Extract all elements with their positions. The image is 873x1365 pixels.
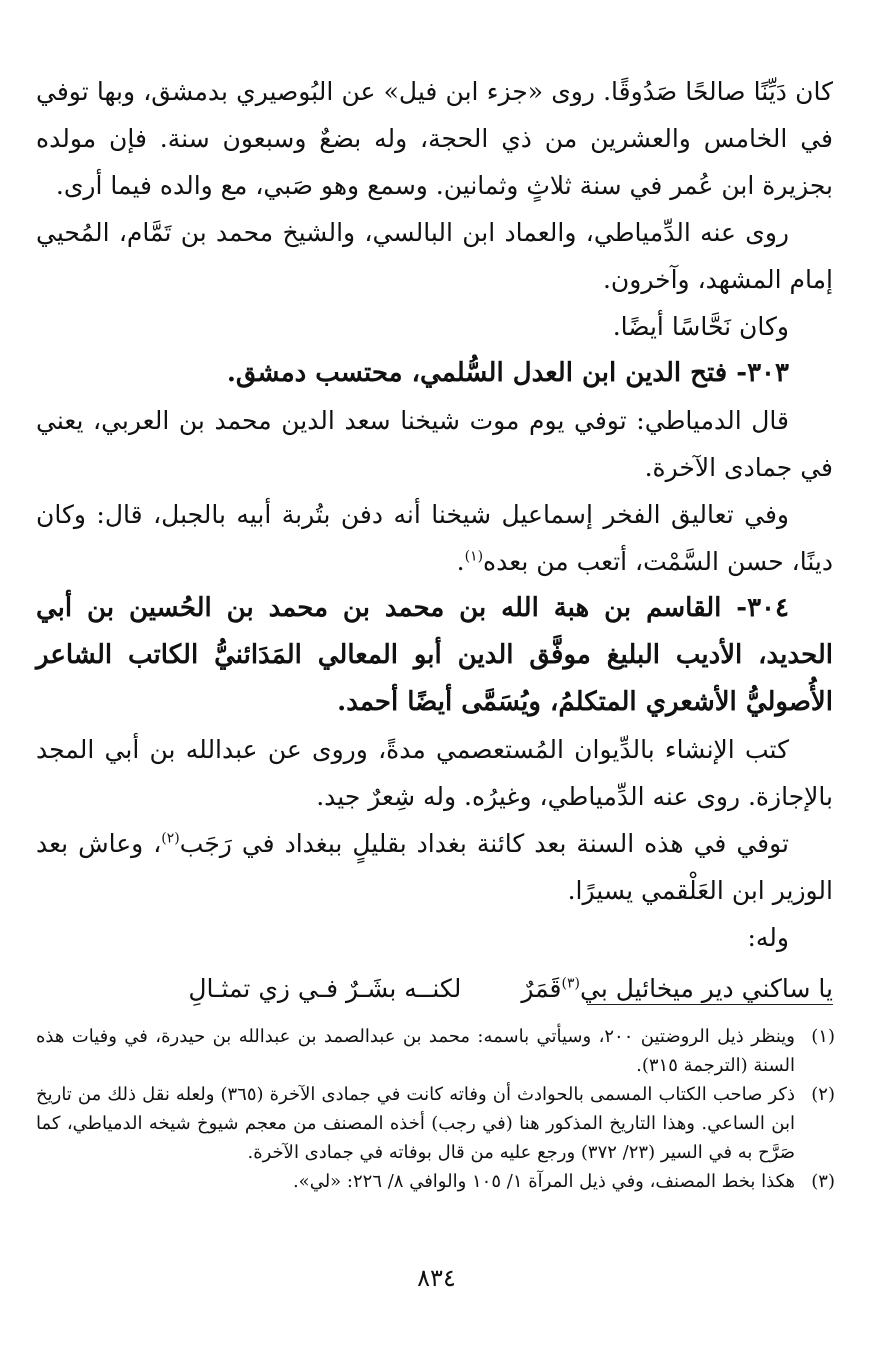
footnotes (36, 1022, 835, 1196)
footnote-ref-3[interactable]: (٣) (561, 975, 580, 992)
footnote-3 (36, 1167, 835, 1196)
verse-hemistich-1-end: قَمَرٌ (521, 974, 562, 1003)
paragraph-5 (36, 491, 833, 585)
main-text (36, 68, 833, 1012)
paragraph-7 (36, 820, 833, 914)
footnote-number: (١) (811, 1026, 835, 1047)
verse-hemistich-2: لكنــه بشَـرٌ فـي زي تمثـالِ (188, 974, 462, 1003)
footnote-text: ذكر صاحب الكتاب المسمى بالحوادث أن وفاته كانت في جمادى الآخرة (٣٦٥) ولعله نقل ذلك من تاريخ ابن الساعي. وهذا التاريخ المذكور هنا (في رجب) أخذه المصنف من معجم شيوخ شيخه الدمياطي، كما صَرَّح به في السير (٢٣/ ٣٧٢) ورجع عليه من قال بوفاته في جمادى الآخرة. (36, 1084, 795, 1163)
footnote-2 (36, 1080, 835, 1167)
footnote-number: (٢) (811, 1084, 835, 1105)
page-number: ٨٣٤ (417, 1264, 456, 1292)
paragraph-3: وكان نَحَّاسًا أيضًا. (612, 312, 789, 341)
footnote-text: هكذا بخط المصنف، وفي ذيل المرآة ١/ ١٠٥ والوافي ٨/ ٢٢٦: «لي». (292, 1171, 795, 1192)
entry-304-title: ٣٠٤- القاسم بن هبة الله بن محمد بن محمد بن الحُسين بن أبي الحديد، الأديب البليغ موفَّق الدين أبو المعالي المَدَائنيُّ الكاتب الشاعر الأُصوليُّ الأشعري المتكلمُ، ويُسَمَّى أيضًا أحمد. (36, 593, 833, 717)
paragraph-2: روى عنه الدِّمياطي، والعماد ابن البالسي، والشيخ محمد بن تَمَّام، المُحيي إمام المشهد، وآخرون. (36, 218, 833, 294)
footnote-ref-1[interactable]: (١) (464, 548, 484, 565)
paragraph-6: كتب الإنشاء بالدِّيوان المُستعصمي مدةً، وروى عن عبدالله بن أبي المجد بالإجازة. روى عنه الدِّمياطي، وغيرُه. وله شِعرٌ جيد. (36, 735, 833, 811)
paragraph-8: وله: (747, 923, 789, 952)
paragraph-7-text-2: ، وعاش بعد الوزير ابن العَلْقمي يسيرًا. (36, 829, 833, 905)
footnote-number: (٣) (811, 1171, 835, 1192)
paragraph-7-text-1: توفي في هذه السنة بعد كائنة بغداد بقليلٍ ببغداد في رَجَب (179, 829, 789, 858)
verse-hemistich-1-text: يا ساكني دير ميخائيل بي (579, 974, 833, 1003)
footnote-separator (587, 1004, 833, 1005)
paragraph-1: كان دَيِّنًا صالحًا صَدُوقًا. روى «جزء ابن فيل» عن البُوصيري بدمشق، وبها توفي في الخامس والعشرين من ذي الحجة، وله بضعٌ وسبعون سنة. فإن مولده بجزيرة ابن عُمر في سنة ثلاثٍ وثمانين. وسمع وهو صَبي، مع والده فيما أرى. (36, 77, 833, 200)
footnote-1 (36, 1022, 835, 1080)
entry-303-title: ٣٠٣- فتح الدين ابن العدل السُّلمي، محتسب دمشق. (226, 358, 789, 388)
footnote-ref-2[interactable]: (٢) (161, 830, 180, 847)
paragraph-5-end: . (456, 547, 465, 576)
footnote-text: وينظر ذيل الروضتين ٢٠٠، وسيأتي باسمه: محمد بن عبدالصمد بن عبدالله بن حيدرة، في وفيات هذه السنة (الترجمة ٣١٥). (36, 1026, 795, 1076)
paragraph-4: قال الدمياطي: توفي يوم موت شيخنا سعد الدين محمد بن العربي، يعني في جمادى الآخرة. (36, 406, 833, 482)
paragraph-5-text: وفي تعاليق الفخر إسماعيل شيخنا أنه دفن بتُربة أبيه بالجبل، قال: وكان دينًا، حسن السَّمْت، أتعب من بعده (36, 500, 833, 576)
